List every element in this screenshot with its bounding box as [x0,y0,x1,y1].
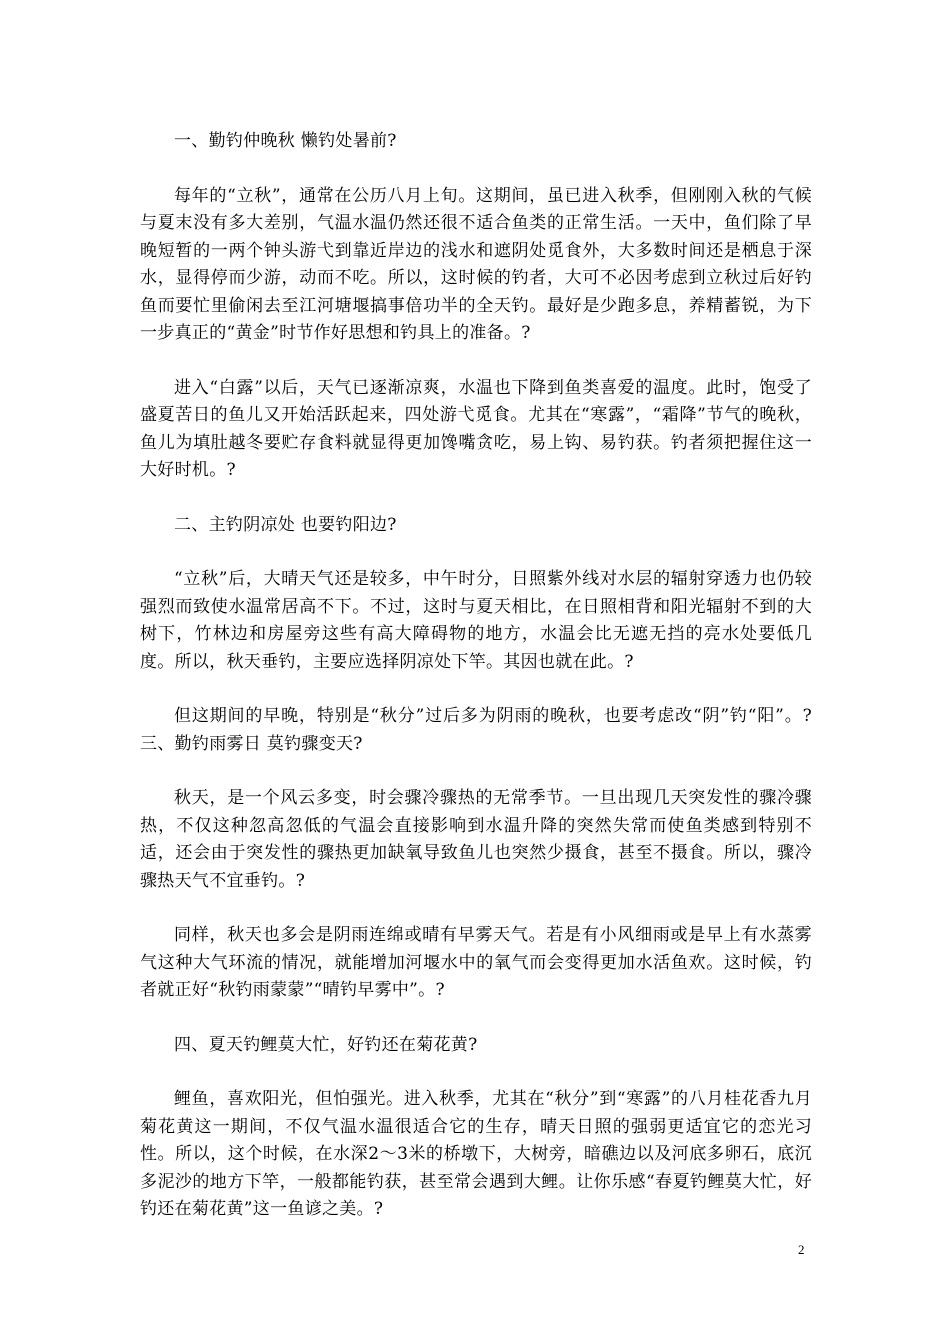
paragraph: 鲤鱼，喜欢阳光，但怕强光。进入秋季，尤其在“秋分”到“寒露”的八月桂花香九月菊花黄这一期间，不仅气温水温很适合它的生存，晴天日照的强弱更适宜它的恋光习性。所以，这个时候，在水深2～3米的桥墩下，大树旁，暗礁边以及河底多卵石，底沉多泥沙的地方下竿，一般都能钓获，甚至常会遇到大鲤。让你乐感“春夏钓鲤莫大忙，好钓还在菊花黄”这一鱼谚之美。? [140,1089,812,1219]
page-number: 2 [798,1242,805,1257]
paragraph: 但这期间的早晚，特别是“秋分”过后多为阴雨的晚秋，也要考虑改“阴”钓“阳”。? 三、勤钓雨雾日 莫钓骤变天? [140,706,812,754]
paragraph: 进入“白露”以后，天气已逐渐凉爽，水温也下降到鱼类喜爱的温度。此时，饱受了盛夏苦日的鱼儿又开始活跃起来，四处游弋觅食。尤其在“寒露”，“霜降”节气的晚秋，鱼儿为填肚越冬要贮存食料就显得更加馋嘴贪吃，易上钩、易钓获。钓者须把握住这一大好时机。? [140,377,812,480]
section-heading-4: 四、夏天钓鲤莫大忙，好钓还在菊花黄? [174,1034,478,1055]
paragraph: “立秋”后，大晴天气还是较多，中午时分，日照紫外线对水层的辐射穿透力也仍较强烈而致使水温常居高不下。不过，这时与夏天相比，在日照相背和阳光辐射不到的大树下，竹林边和房屋旁这些有高大障碍物的地方，水温会比无遮无挡的亮水处要低几度。所以，秋天垂钓，主要应选择阴凉处下竿。其因也就在此。? [140,569,812,672]
paragraph: 同样，秋天也多会是阴雨连绵或晴有早雾天气。若是有小风细雨或是早上有水蒸雾气这种大气环流的情况，就能增加河堰水中的氧气而会变得更加水活鱼欢。这时候，钓者就正好“秋钓雨蒙蒙”“晴钓早雾中”。? [140,925,812,1000]
section-heading-1: 一、勤钓仲晚秋 懒钓处暑前? [174,131,397,151]
section-heading-2: 二、主钓阴凉处 也要钓阳边? [174,514,397,535]
paragraph: 每年的“立秋”，通常在公历八月上旬。这期间，虽已进入秋季，但刚刚入秋的气候与夏末没有多大差别，气温水温仍然还很不适合鱼类的正常生活。一天中，鱼们除了早晚短暂的一两个钟头游弋到靠近岸边的浅水和遮阴处觅食外，大多数时间还是栖息于深水，显得停而少游，动而不吃。所以，这时候的钓者，大可不必因考虑到立秋过后好钓鱼而要忙里偷闲去至江河塘堰搞事倍功半的全天钓。最好是少跑多息，养精蓄锐，为下一步真正的“黄金”时节作好思想和钓具上的准备。? [140,185,812,343]
paragraph: 秋天，是一个风云多变，时会骤冷骤热的无常季节。一旦出现几天突发性的骤冷骤热，不仅这种忽高忽低的气温会直接影响到水温升降的突然失常而使鱼类感到特别不适，还会由于突发性的骤热更加缺氧导致鱼儿也突然少摄食，甚至不摄食。所以，骤冷骤热天气不宜垂钓。? [140,788,812,891]
document-body [140,128,812,1251]
